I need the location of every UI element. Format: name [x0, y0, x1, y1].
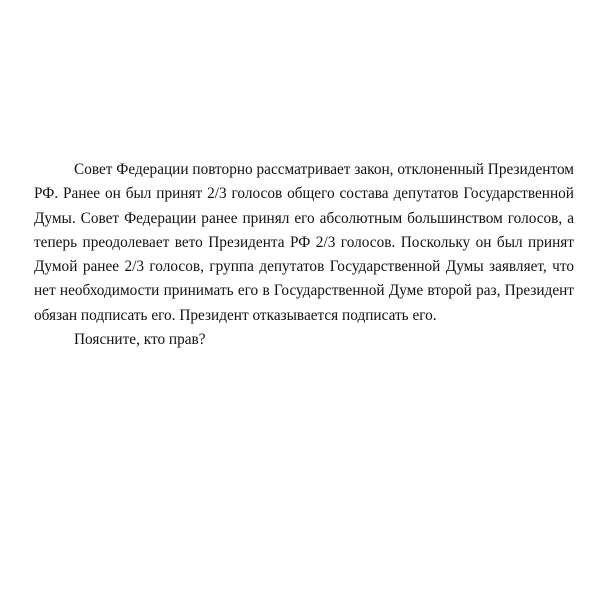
paragraph-question: Поясните, кто прав? [74, 331, 206, 349]
document-body [34, 158, 574, 352]
paragraph-case-description: Совет Федерации повторно рассматривает закон, отклоненный Президентом РФ. Ранее он был принят 2/3 голосов общего состава депутатов Государственной Думы. Совет Федерации ранее принял его абсолютным большинством голосов, а теперь преодолевает вето Президента РФ 2/3 голосов. Поскольку он был принят Думой ранее 2/3 голосов, группа депутатов Государственной Думы заявляет, что нет необходимости принимать его в Государственной Думе второй раз, Президент обязан подписать его. Президент отказывается подписать его. [34, 161, 574, 324]
